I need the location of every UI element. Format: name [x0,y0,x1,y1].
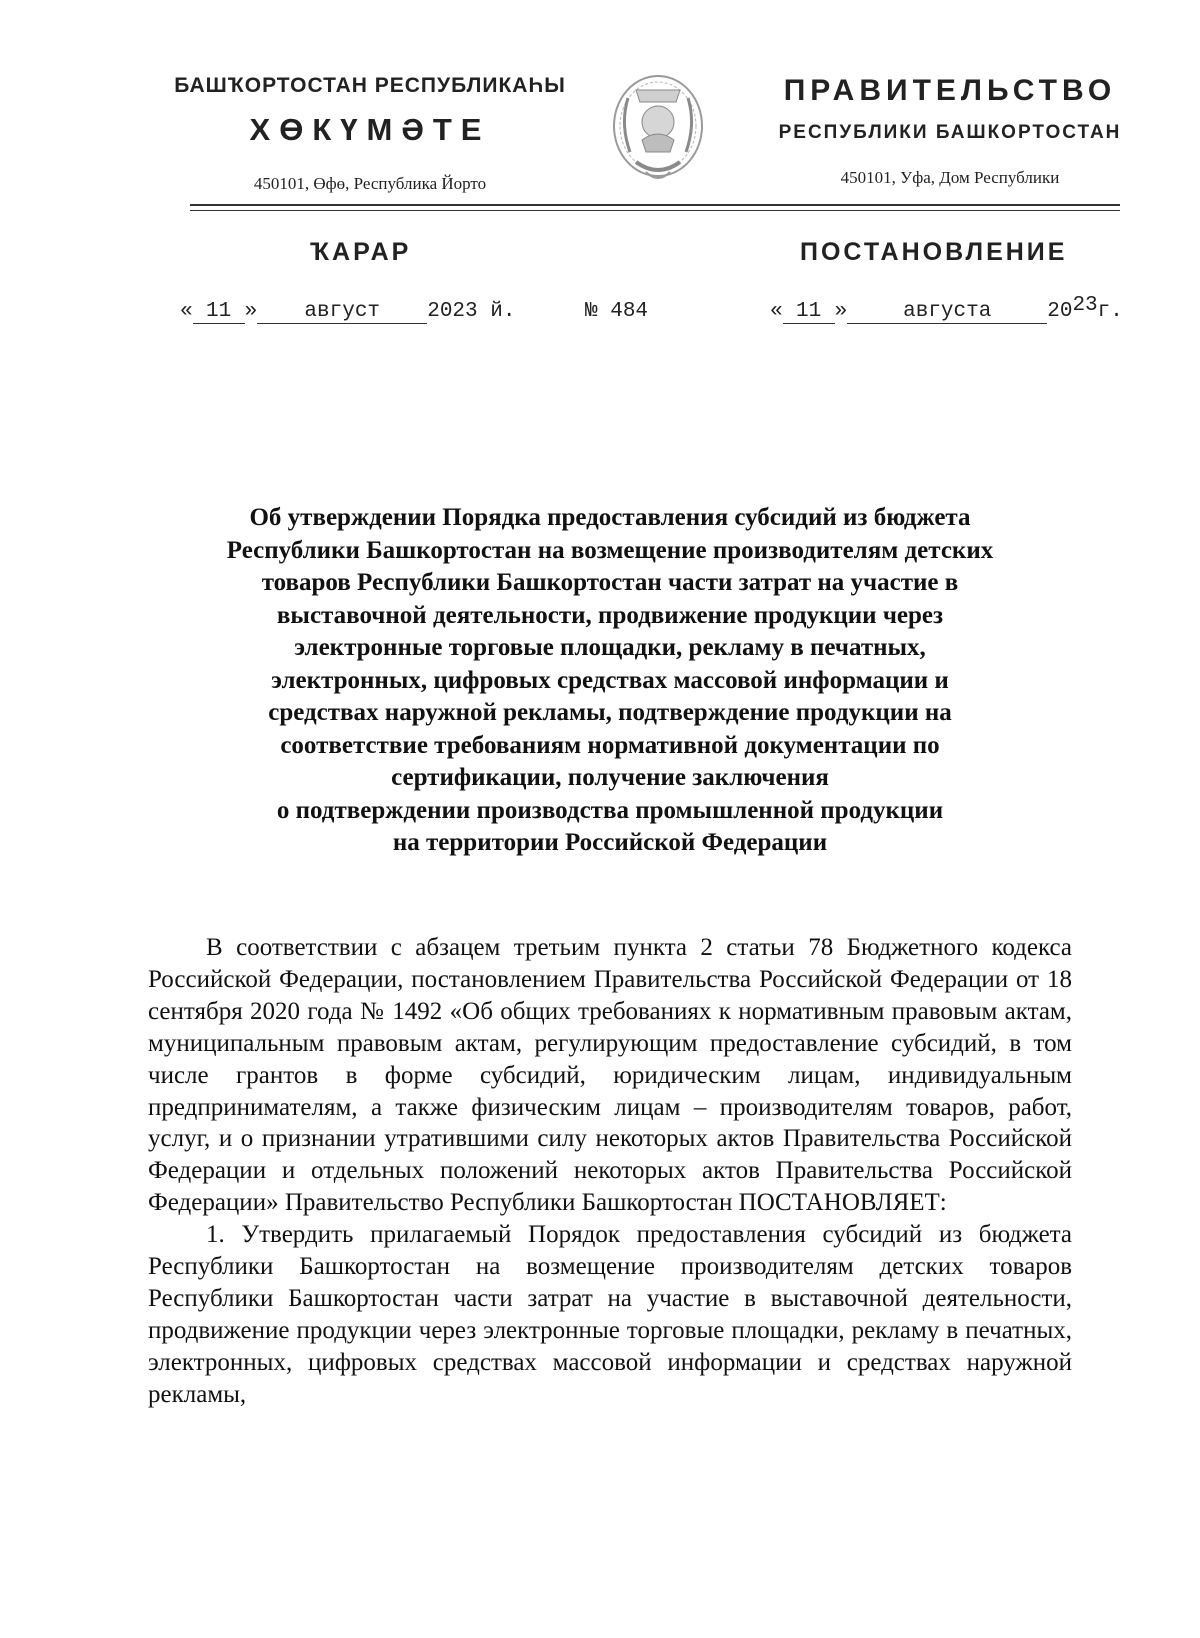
doc-type-russian: ПОСТАНОВЛЕНИЕ [800,238,1068,266]
title-line: средствах наружной рекламы, подтверждение продукции на [268,699,952,726]
doc-type-bashkir: ҠАРАР [310,238,412,266]
date-bashkir-month: август [257,300,427,324]
document-title [160,502,1060,860]
date-russian-month: августа [847,300,1047,324]
header-russian-line2: РЕСПУБЛИКИ БАШКОРТОСТАН [778,122,1122,143]
body-paragraph-item-1: 1. Утвердить прилагаемый Порядок предоставления субсидий из бюджета Республики Башкортостан на возмещение производителям детских товаров Республики Башкортостан части затрат на участие в выставочной деятельности, продвижение продукции через электронные торговые площадки, рекламу в печатных, электронных, цифровых средствах массовой информации и средствах наружной рекламы, [148,1221,1072,1408]
document-number [585,300,648,323]
republic-emblem-icon [606,68,710,196]
document-number-value: 484 [610,300,649,323]
date-bashkir: « 11 » август 2023 й. [180,300,516,323]
header-russian [760,74,1140,188]
title-line: электронные торговые площадки, рекламу в печатных, [294,634,926,661]
date-russian-day: 11 [783,300,835,324]
title-line: электронных, цифровых средствах массовой информации и [271,666,949,694]
title-line: Республики Башкортостан на возмещение производителям детских [226,536,994,564]
date-bashkir-suffix: й. [490,300,516,323]
document-number-label: № [585,300,598,323]
document-body [148,932,1072,1411]
date-russian: « 11 » августа 2023г. [770,294,1123,323]
date-russian-year-suffix: 23 [1072,294,1098,317]
date-bashkir-year: 2023 [427,300,478,323]
header-divider [190,204,1120,206]
title-line: соответствие требованиям нормативной документации по [280,731,940,759]
header-bashkir [170,74,570,194]
title-line: Об утверждении Порядка предоставления субсидий из бюджета [249,504,971,531]
title-line: о подтверждении производства промышленной продукции [276,796,944,824]
header-bashkir-address: 450101, Өфө, Республика Йорто [253,174,487,193]
title-line: выставочной деятельности, продвижение продукции через [276,601,944,629]
header-russian-line1: ПРАВИТЕЛЬСТВО [783,74,1117,107]
header-bashkir-line1: БАШҠОРТОСТАН РЕСПУБЛИКАҺЫ [174,74,566,97]
body-paragraph-preamble: В соответствии с абзацем третьим пункта 2 статьи 78 Бюджетного кодекса Российской Федерации, постановлением Правительства Российской Федерации от 18 сентября 2020 года № 1492 «Об общих требованиях к нормативным правовым актам, муниципальным правовым актам, регулирующим предоставление субсидий, в том числе грантов в форме субсидий, юридическим лицам, индивидуальным предпринимателям, а также физическим лицам – производителям товаров, работ, услуг, и о признании утратившими силу некоторых актов Правительства Российской Федерации и отдельных положений некоторых актов Правительства Российской Федерации» Правительство Республики Башкортостан ПОСТАНОВЛЯЕТ: [148,934,1072,1217]
title-line: сертификации, получение заключения [391,764,829,791]
header-divider-thin [190,210,1120,211]
title-line: товаров Республики Башкортостан части затрат на участие в [261,569,959,596]
title-line: на территории Российской Федерации [392,829,828,856]
date-russian-year-prefix: 20 [1047,300,1073,323]
date-bashkir-day: 11 [193,300,245,324]
date-russian-suffix: г. [1097,300,1123,323]
header-russian-address: 450101, Уфа, Дом Республики [840,168,1060,187]
header-bashkir-line2: ХӨКҮМӘТЕ [249,112,491,147]
